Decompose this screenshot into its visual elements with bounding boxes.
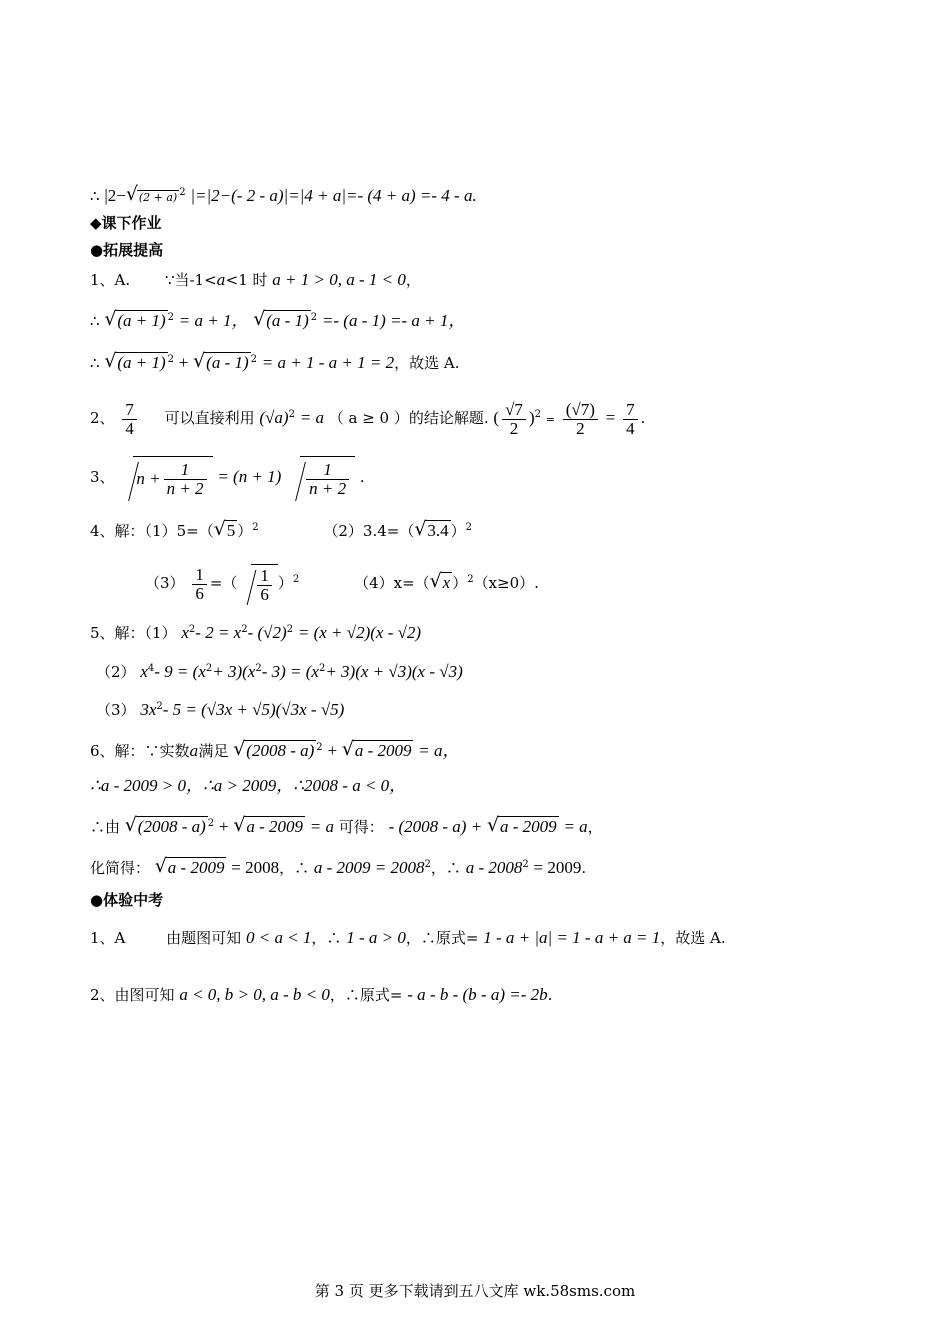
sqrt-expression [487,817,559,837]
q6-math: = 2009 [533,858,582,877]
fraction [306,461,349,498]
sqrt-expression [342,741,414,761]
exam-math: 1 - a > 0 [346,928,406,947]
exam-text: ，∴原式= [405,929,479,947]
q5-line2: （2） $x^4-$ $9 = (x^2+ 3)(x^2-$ $3) = (x^2+ 3)(x + √3)(x - √3)$ [96,662,463,681]
exam-line2 [90,985,552,1005]
therefore-symbol: ∴ [90,187,100,205]
q1-line1 [90,270,421,290]
radicand: 5 [226,521,236,540]
numerator: 7 [623,401,638,420]
q2-label: 2、 [90,409,115,427]
q1-text: ∵当-1< [164,271,217,289]
section-extend: ●拓展提高 [90,241,164,259]
exam-text: 由题图可知 [166,929,242,947]
q1-line3: ∴ √ (a + 1) $^2$ + √ (a - 1) $^2$ = a + 1 - a + 1 = 2，故选 A. [90,350,459,373]
period: . [359,468,365,486]
q3-label: 3、 [90,468,115,486]
numerator: 1 [257,567,272,586]
q5-text: 5、解：（1） [90,624,177,642]
plus-sign: + [218,817,229,836]
page-footer: 第 3 页 更多下载请到五八文库 wk.58sms.com [314,1282,636,1300]
q6-math: a - 2009 = 2008 [313,858,425,877]
exam-text: ，∴ [311,929,342,947]
fraction [122,401,137,438]
exam-math: 0 < a < 1 [245,928,312,947]
q6-var: a [189,742,199,760]
q4-text: 4、解：（1）5=（ [90,522,214,540]
radicand: a - 2009 [354,741,412,760]
sqrt-expression [126,186,179,208]
q6-math: = a [309,817,334,836]
radicand: 3.4 [427,521,449,540]
denominator: 6 [260,585,269,604]
fraction [164,461,207,498]
q4-text: =（ [209,574,238,592]
q1-math: =- (a - 1) =- a + 1， [321,311,466,330]
q1-text: ，故选 A. [394,354,460,372]
numerator: 7 [122,401,137,420]
section-homework: ◆课下作业 [90,214,162,232]
q1-math: a + 1 > 0, a - 1 < 0 [272,270,406,289]
q1-text: ， [405,271,421,289]
sqrt-expression [286,456,355,501]
therefore-symbol: ∴ [90,354,100,372]
q2-text: （ a ≥ 0 ）的结论解题. [328,409,489,427]
radicand: (2008 - a) [246,741,315,760]
q4-text: （2）3.4=（ [323,522,415,540]
radicand: (2 + a) [138,191,178,204]
expr-part: |2− [104,186,126,205]
fraction [563,401,598,438]
sqrt-expression [233,741,316,761]
q6-text: 化简得： [90,859,151,877]
q6-line1: 6、解：∵实数a满足 √ (2008 - a) $^2$ + √ a - 2009 = a， [90,738,460,761]
q5-math: + 3)(x + √3)(x - √3) [325,662,463,681]
denominator: n + 2 [309,479,347,498]
q2-math: = a [299,408,324,427]
radicand: a - 2009 [499,817,557,836]
exam-text: 2、由图可知 [90,986,175,1004]
q5-text: （3） [96,701,136,719]
q6-text: ， [587,818,603,836]
sqrt-expression [104,353,167,373]
q6-text: ，∴ [279,859,310,877]
q1-math: = a + 1， [178,311,249,330]
denominator: n + 2 [166,479,204,498]
q6-line2: ∴a - 2009 > 0，∴a > 2009，∴2008 - a < 0， [90,776,407,795]
numerator: (√7) [563,401,598,420]
q6-text: ∴由 [90,818,121,836]
q6-text: 满足 [198,742,229,760]
period: . [581,859,587,877]
sqrt-expression [214,521,238,541]
q5-math: x [140,662,148,681]
q1-line2: ∴ √ (a + 1) $^2$ = a + 1， √ (a - 1) $^2$ =- (a - 1) =- a + 1， [90,308,465,331]
q2-text: 可以直接利用 [164,409,255,427]
q4-text: ） [450,522,466,540]
sqrt-expression [253,311,310,331]
q3-math: = (n + 1) [217,467,282,486]
q6-math: a - 2008 [465,858,523,877]
radicand: a - 2009 [167,858,225,877]
sqrt-expression [119,456,212,501]
sqrt-expression [155,858,227,878]
q5-line1: 5、解：（1） $x^2-$ $2 = x^2-$ $(√2)^2 = (x + √2)(x - √2)$ [90,623,422,642]
expr-part: |=|2−(- 2 - a)|=|4 + a|=- (4 + a) =- 4 - a. [190,186,477,205]
denominator: 2 [509,418,519,438]
sqrt-expression [237,564,278,605]
fraction [502,401,526,438]
radicand: (a - 1) [266,311,309,330]
q3-math: n + [136,468,161,488]
sqrt-expression [193,353,250,373]
q6-text: 可得： [338,818,384,836]
q4-text: ） [277,574,293,592]
q4-text: ） [237,522,253,540]
q6-math: = a [563,817,588,836]
radicand: (2008 - a) [137,817,206,836]
sqrt-expression [125,817,208,837]
radicand: (a - 1) [206,353,249,372]
q5-math: - 3) = (x [261,662,319,681]
exam-math: - a - b - (b - a) =- 2b [407,985,548,1004]
fraction [192,566,207,603]
q5-math: - 5 = (√3x + √5)(√3x - √5) [162,700,345,719]
denominator: 4 [626,418,635,438]
q2-math: (√a) [259,408,289,427]
section-exam: ●体验中考 [90,891,164,909]
q6-text: 6、解：∵实数 [90,742,190,760]
line-abs-expression [90,183,477,208]
denominator: 4 [125,418,134,438]
q5-math: + 3)(x [212,662,256,681]
q4-text: （x≥0）. [473,574,539,592]
fraction [623,401,638,438]
q6-line3: ∴由 √ (2008 - a) $^2$ + √ a - 2009 = a 可得： - (2008 - a) + √ a - 2009 = a， [90,814,603,837]
q1-text: <1 时 [225,271,268,289]
denominator: 6 [195,583,204,603]
equals: = [545,413,555,426]
q4-text: （4）x=（ [354,574,430,592]
q6-math: = a， [418,741,460,760]
equals: = [605,408,616,427]
exam-answer: 1、A [90,929,126,947]
fraction [257,567,272,604]
q1-math: = a + 1 - a + 1 = 2 [261,353,395,372]
numerator: 1 [164,461,207,480]
sqrt-expression [430,563,453,603]
numerator: √7 [502,401,526,420]
period: . [547,986,553,1004]
sqrt-expression [104,311,167,331]
q4-line2: （3） $\frac{1}{6}$ =（ $\frac{1}{6}$ ）$^2$ （4）x=（√ x ）$^2$（x≥0）. [145,560,539,605]
denominator: 2 [576,418,585,438]
q5-math: - 9 = (x [154,662,206,681]
q6-math: - (2008 - a) + [388,817,483,836]
radicand: (a + 1) [117,311,166,330]
q1-answer: 1、A. [90,271,131,289]
numerator: 1 [306,461,349,480]
exponent: 2 [179,187,186,198]
q6-text: ，∴ [430,859,461,877]
q6-math: = 2008 [231,858,280,877]
numerator: 1 [192,566,207,585]
q5-math: - (√2) [247,623,287,642]
q4-text: （3） [145,574,185,592]
q5-math: - 2 = x [195,623,242,642]
q5-math: 3x [140,700,157,719]
exam-math: 1 - a + |a| = 1 - a + a = 1 [483,928,661,947]
exam-math: a < 0, b > 0, a - b < 0 [179,985,330,1004]
therefore-symbol: ∴ [90,312,100,330]
exam-line1 [90,928,726,948]
q5-math: x [181,623,189,642]
q5-math: = (x + √2)(x - √2) [297,623,422,642]
radicand: (a + 1) [117,353,166,372]
q2-line: 2、 $\frac{7}{4}$ 可以直接利用 $(√a)^2 = a$ （ a ≥ 0 ）的结论解题. ( $\frac{√7}{2}$ )$^2$ = $\frac{(√7)}{2}$ = $\frac{7}{4}$ . [90,399,646,438]
sqrt-expression [233,817,305,837]
q1-var: a [216,271,226,289]
exam-text: ，故选 A. [660,929,726,947]
plus-sign: + [327,741,338,760]
q4-line1: 4、解：（1）5=（√ 5 ）$^2$ （2）3.4=（√ 3.4 ）$^2$ [90,518,472,541]
q4-text: ） [452,574,468,592]
exam-text: ，∴原式= [329,986,403,1004]
sqrt-expression [414,521,450,541]
q5-line3: （3） $3x^2-$ 5 = (√3x + √5)(√3x - √5) [96,700,345,719]
q3-line [90,455,365,501]
period: . [640,409,646,427]
radicand: x [442,573,451,592]
q6-line4: 化简得： √ a - 2009 = 2008，∴ $a - 2009 = 2008^2$，∴ a - 2008$^2$ = 2009. [90,855,586,878]
radicand: a - 2009 [246,817,303,836]
q5-text: （2） [96,663,136,681]
plus-sign: + [178,353,189,372]
